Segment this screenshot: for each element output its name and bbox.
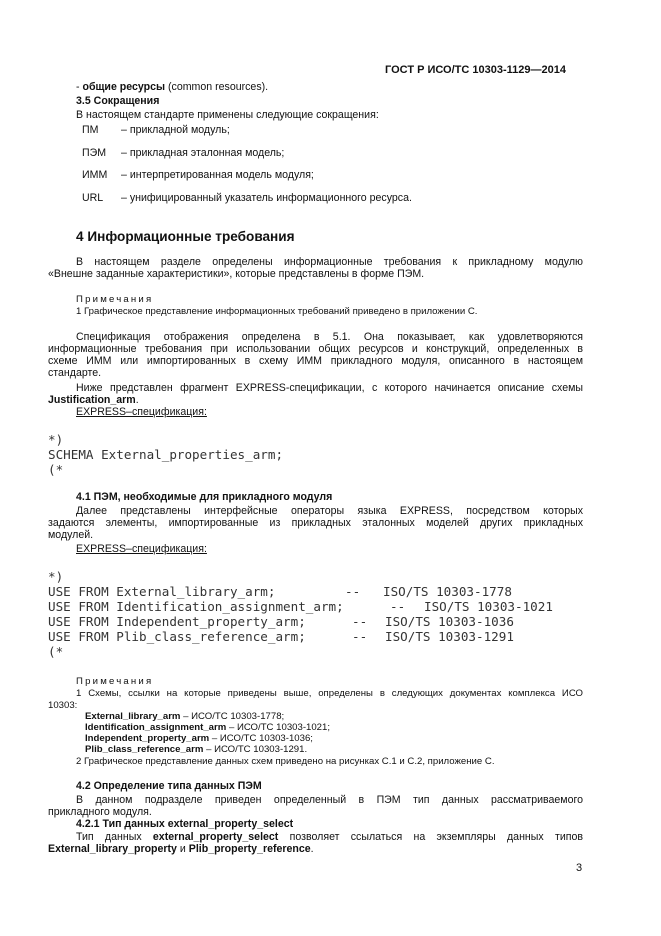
type-name: External_library_property xyxy=(48,843,177,855)
abbr-term: ИММ xyxy=(82,169,108,181)
use-statement: USE FROM Independent_property_arm; xyxy=(48,614,306,629)
abbr-definition: – интерпретированная модель модуля; xyxy=(121,169,314,181)
code-comment-dash: -- xyxy=(352,629,368,644)
note-1-line1: 1 Схемы, ссылки на которые приведены выше, определены в следующих документах комплекса ИСО xyxy=(76,688,583,699)
section-4-2-para-line2: прикладного модуля. xyxy=(48,806,152,818)
code-comment-dash: -- xyxy=(352,614,368,629)
express-spec-label: EXPRESS–спецификация: xyxy=(76,543,207,555)
express-spec-label: EXPRESS–спецификация: xyxy=(76,406,207,418)
list-dash: - xyxy=(76,81,80,93)
text-run: и xyxy=(176,843,189,855)
use-statement: USE FROM Identification_assignment_arm; xyxy=(48,599,344,614)
section-4-para2-line4: стандарте. xyxy=(48,367,102,379)
code-reference: ISO/TS 10303-1021 xyxy=(424,599,553,614)
ref-schema-name: Independent_property_arm xyxy=(85,733,210,744)
ref-item xyxy=(85,744,307,756)
ref-doc: – ИСО/ТС 10303-1291. xyxy=(203,744,308,755)
section-4-2-1-para-line2 xyxy=(48,843,314,856)
section-4-para1-line1: В настоящем разделе определены информационные требования к прикладному модулю xyxy=(76,256,583,268)
note-label: Примечания xyxy=(76,294,154,305)
section-4-para2-line2: информационные требования при использовании общих ресурсов и конструкций, определенных в xyxy=(48,343,583,355)
abbr-definition: – прикладной модуль; xyxy=(121,124,230,136)
use-statement: USE FROM Plib_class_reference_arm; xyxy=(48,629,306,644)
code-reference: ISO/TS 10303-1036 xyxy=(385,614,514,629)
page-number: 3 xyxy=(576,862,583,874)
ref-doc: – ИСО/ТС 10303-1036; xyxy=(209,733,313,744)
resources-term: общие ресурсы xyxy=(82,81,166,93)
section-4-para2-line1: Спецификация отображения определена в 5.1. Она показывает, как удовлетворяются xyxy=(76,331,583,343)
ref-doc: – ИСО/ТС 10303-1778; xyxy=(180,711,285,722)
code-line: (* xyxy=(48,644,64,659)
section-4-2-1-heading: 4.2.1 Тип данных external_property_select xyxy=(76,818,294,830)
abbr-term: ПМ xyxy=(82,124,99,136)
section-4-1-heading: 4.1 ПЭМ, необходимые для прикладного модуля xyxy=(76,491,333,503)
section-3-5-heading: 3.5 Сокращения xyxy=(76,95,160,107)
ref-schema-name: External_library_arm xyxy=(85,711,181,722)
ref-schema-name: Plib_class_reference_arm xyxy=(85,744,204,755)
note-1: 1 Графическое представление информационных требований приведено в приложении С. xyxy=(76,306,478,317)
code-line: (* xyxy=(48,462,64,477)
section-4-1-para-line1: Далее представлены интерфейсные операторы языка EXPRESS, посредством которых xyxy=(76,505,583,517)
section-4-2-para-line1: В данном подразделе приведен определенный в ПЭМ тип данных рассматриваемого xyxy=(76,794,583,806)
code-comment-dash: -- xyxy=(390,599,406,614)
note-2: 2 Графическое представление данных схем приведено на рисунках С.1 и С.2, приложение С. xyxy=(76,756,495,767)
abbr-term: URL xyxy=(82,192,104,204)
text-run: позволяет ссылаться на экземпляры данных типов xyxy=(278,831,583,843)
code-line: SCHEMA External_properties_arm; xyxy=(48,447,284,462)
resources-term-english: (common resources). xyxy=(165,81,269,93)
code-line: *) xyxy=(48,569,64,584)
section-4-heading: 4 Информационные требования xyxy=(76,229,295,244)
document-header: ГОСТ Р ИСО/ТС 10303-1129—2014 xyxy=(385,64,566,76)
section-4-para3-line1: Ниже представлен фрагмент EXPRESS-спецификации, с которого начинается описание схемы xyxy=(76,382,583,394)
section-4-2-heading: 4.2 Определение типа данных ПЭМ xyxy=(76,780,262,792)
code-reference: ISO/TS 10303-1778 xyxy=(383,584,512,599)
section-4-1-para-line2: задаются элементы, импортированные из прикладных эталонных моделей других прикладных xyxy=(48,517,583,529)
resources-list-item xyxy=(76,81,268,94)
code-reference: ISO/TS 10303-1291 xyxy=(385,629,514,644)
section-4-para1-line2: «Внешне заданные характеристики», которые представлены в форме ПЭМ. xyxy=(48,268,425,280)
section-4-para2-line3: схеме ИММ или импортированных в схему ИММ прикладного модуля, описанного в настоящем xyxy=(48,355,583,367)
use-statement: USE FROM External_library_arm; xyxy=(48,584,276,599)
text-run: Тип данных xyxy=(76,831,153,843)
abbr-term: ПЭМ xyxy=(82,147,107,159)
schema-name: Justification_arm xyxy=(48,394,136,406)
abbr-definition: – прикладная эталонная модель; xyxy=(121,147,285,159)
section-4-1-para-line3: модулей. xyxy=(48,529,94,541)
abbr-definition: – унифицированный указатель информационного ресурса. xyxy=(121,192,412,204)
period: . xyxy=(135,394,139,406)
note-1-line2: 10303: xyxy=(48,700,78,711)
ref-doc: – ИСО/ТС 10303-1021; xyxy=(226,722,331,733)
notes-label: Примечания xyxy=(76,676,154,687)
type-name: Plib_property_reference xyxy=(188,843,311,855)
code-line: *) xyxy=(48,432,64,447)
type-name: external_property_select xyxy=(152,831,279,843)
abbreviations-intro: В настоящем стандарте применены следующие сокращения: xyxy=(76,109,379,121)
text-run: . xyxy=(310,843,314,855)
code-comment-dash: -- xyxy=(345,584,361,599)
ref-schema-name: Identification_assignment_arm xyxy=(85,722,227,733)
